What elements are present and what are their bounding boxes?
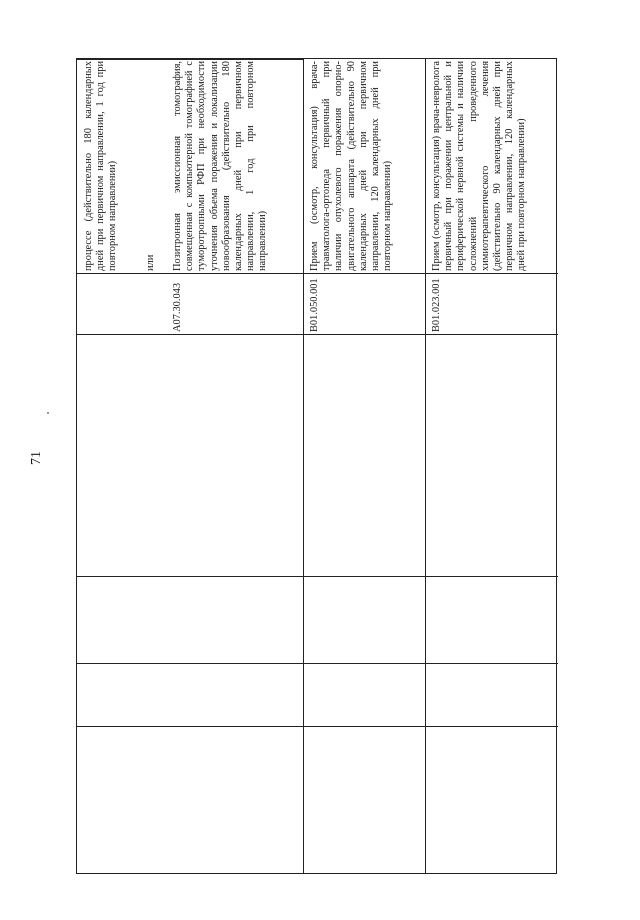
row-4-description: Прием (осмотр, консультация) врача-невролога первичный при поражении центральной и периферической нервной системы и наличии осложнений проведенного химиотерапевтического лечения (действительно 90 календарных дней при первичном направлении, 120 календарных дней при повторном направлении) (431, 61, 528, 271)
row-3-code: B01.050.001 (309, 278, 320, 332)
col-divider-4 (77, 726, 558, 727)
row-2-description: Позитронная эмиссионная томография, совмещенная с компьютерной томографией с туморотропными РФП при необходимости уточнения объема поражения и локализации новообразования (действительно 180 календарных дней при первичном направлении, 1 год при повторном направлении) (172, 61, 269, 271)
row-1-separator: или (145, 254, 156, 271)
row-divider-2 (425, 59, 426, 873)
scan-speck (47, 412, 49, 414)
document-table (76, 58, 557, 874)
row-2-code: A07.30.043 (172, 282, 183, 332)
col-divider-3 (77, 663, 558, 664)
col-line-top (77, 59, 303, 60)
row-divider-1 (303, 59, 304, 873)
row-4-code: B01.023.001 (431, 278, 442, 332)
col-divider-empty-code (77, 334, 558, 335)
page-number: 71 (29, 451, 44, 465)
row-3-description: Прием (осмотр, консультация) врача-травматолога-ортопеда первичный при наличии опухолевого поражения опорно-двигательного аппарата (действительно 90 календарных дней при первичном направлении, 120 календарных дней при повторном направлении) (309, 61, 394, 271)
row-1-description: процессе (действительно 180 календарных дней при первичном направлении, 1 год при повторном направлении) (83, 61, 119, 271)
col-divider-2 (77, 576, 558, 577)
